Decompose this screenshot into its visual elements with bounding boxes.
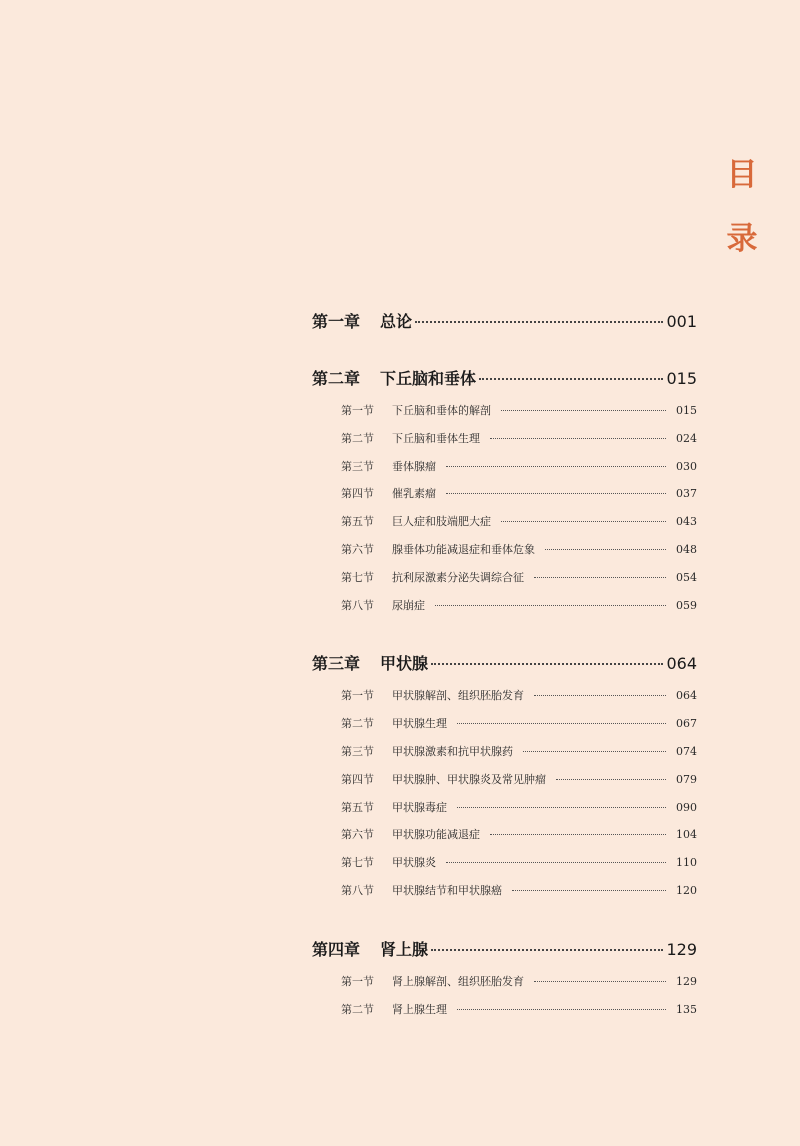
section-page-number: 024 (676, 431, 697, 445)
dot-leader (446, 492, 666, 494)
section-entry[interactable] (341, 1001, 697, 1029)
section-number: 第六节 (341, 542, 374, 556)
section-number: 第四节 (341, 772, 374, 786)
toc-title-char-2: 录 (726, 221, 758, 257)
section-title: 腺垂体功能减退症和垂体危象 (392, 542, 535, 556)
section-number: 第一节 (341, 404, 374, 417)
section-list (341, 973, 697, 1029)
section-entry[interactable] (341, 458, 697, 486)
section-title: 甲状腺肿、甲状腺炎及常见肿瘤 (392, 772, 546, 786)
chapter-entry[interactable] (312, 309, 697, 339)
section-number: 第五节 (341, 800, 374, 814)
dot-leader (479, 377, 663, 380)
chapter-number: 第三章 (312, 654, 361, 674)
section-entry[interactable] (341, 430, 697, 458)
section-title: 甲状腺激素和抗甲状腺药 (392, 744, 513, 758)
section-title: 垂体腺瘤 (392, 459, 436, 473)
section-page-number: 015 (676, 404, 697, 417)
dot-leader (457, 722, 666, 724)
chapter-spacer (312, 624, 697, 651)
section-entry[interactable] (341, 743, 697, 771)
section-page-number: 048 (676, 542, 697, 556)
section-title: 催乳素瘤 (392, 487, 436, 501)
section-title: 甲状腺功能减退症 (392, 828, 480, 842)
chapter-number: 第一章 (312, 312, 361, 331)
chapter-title: 肾上腺 (380, 939, 429, 959)
chapter-entry[interactable] (312, 651, 697, 681)
dot-leader (457, 1008, 666, 1010)
chapter-entry[interactable] (312, 366, 697, 396)
chapter-page-number: 064 (666, 654, 697, 674)
section-title: 下丘脑和垂体生理 (392, 431, 480, 445)
section-entry[interactable] (341, 402, 697, 430)
section-entry[interactable] (341, 715, 697, 743)
section-number: 第三节 (341, 459, 374, 473)
dot-leader (435, 604, 666, 606)
dot-leader (415, 320, 663, 323)
section-entry[interactable] (341, 513, 697, 541)
chapter-spacer (312, 910, 697, 937)
section-number: 第七节 (341, 570, 374, 584)
dot-leader (545, 548, 666, 550)
dot-leader (501, 409, 666, 411)
section-page-number: 090 (676, 800, 697, 814)
dot-leader (431, 948, 663, 951)
dot-leader (446, 465, 666, 467)
section-number: 第八节 (341, 598, 374, 612)
section-title: 尿崩症 (392, 598, 425, 612)
section-entry[interactable] (341, 854, 697, 882)
toc-title-char-1: 目 (726, 157, 758, 193)
section-title: 甲状腺生理 (392, 717, 447, 731)
toc-title (722, 143, 762, 271)
section-entry[interactable] (341, 541, 697, 569)
section-page-number: 135 (676, 1002, 697, 1016)
chapter-page-number: 001 (666, 312, 697, 331)
section-page-number: 030 (676, 459, 697, 473)
section-entry[interactable] (341, 973, 697, 1001)
section-number: 第二节 (341, 1002, 374, 1016)
section-number: 第八节 (341, 883, 374, 897)
section-entry[interactable] (341, 485, 697, 513)
section-page-number: 120 (676, 883, 697, 897)
section-number: 第三节 (341, 744, 374, 758)
dot-leader (556, 778, 666, 780)
section-entry[interactable] (341, 771, 697, 799)
section-page-number: 104 (676, 828, 697, 842)
section-page-number: 059 (676, 598, 697, 612)
section-number: 第二节 (341, 431, 374, 445)
section-number: 第五节 (341, 515, 374, 529)
dot-leader (534, 980, 666, 982)
chapter-title: 总论 (380, 312, 413, 331)
table-of-contents (312, 309, 697, 1028)
dot-leader (490, 833, 666, 835)
section-page-number: 037 (676, 487, 697, 501)
section-title: 甲状腺解剖、组织胚胎发育 (392, 689, 524, 703)
dot-leader (512, 889, 666, 891)
section-list (341, 687, 697, 909)
section-page-number: 129 (676, 974, 697, 988)
dot-leader (490, 437, 666, 439)
section-title: 甲状腺毒症 (392, 800, 447, 814)
chapter-page-number: 129 (666, 939, 697, 959)
section-title: 肾上腺生理 (392, 1002, 447, 1016)
section-number: 第一节 (341, 974, 374, 988)
section-list (341, 402, 697, 624)
chapter-number: 第二章 (312, 369, 361, 388)
chapter-spacer (312, 339, 697, 366)
chapter-title: 甲状腺 (380, 654, 429, 674)
section-page-number: 067 (676, 717, 697, 731)
section-entry[interactable] (341, 799, 697, 827)
dot-leader (446, 861, 666, 863)
dot-leader (534, 576, 666, 578)
dot-leader (523, 750, 666, 752)
section-page-number: 064 (676, 689, 697, 703)
section-number: 第一节 (341, 689, 374, 703)
section-entry[interactable] (341, 687, 697, 715)
section-page-number: 054 (676, 570, 697, 584)
section-title: 甲状腺炎 (392, 856, 436, 870)
chapter-number: 第四章 (312, 939, 361, 959)
section-entry[interactable] (341, 882, 697, 910)
section-title: 巨人症和肢端肥大症 (392, 515, 491, 529)
section-number: 第二节 (341, 717, 374, 731)
chapter-page-number: 015 (666, 369, 697, 388)
section-page-number: 074 (676, 744, 697, 758)
section-page-number: 043 (676, 515, 697, 529)
dot-leader (534, 694, 666, 696)
dot-leader (457, 806, 666, 808)
section-number: 第六节 (341, 828, 374, 842)
section-title: 肾上腺解剖、组织胚胎发育 (392, 974, 524, 988)
section-title: 抗利尿激素分泌失调综合征 (392, 570, 524, 584)
dot-leader (501, 520, 666, 522)
chapter-title: 下丘脑和垂体 (380, 369, 477, 388)
section-page-number: 110 (676, 856, 697, 870)
section-entry[interactable] (341, 569, 697, 597)
chapter-entry[interactable] (312, 937, 697, 967)
section-entry[interactable] (341, 826, 697, 854)
section-title: 甲状腺结节和甲状腺癌 (392, 883, 502, 897)
section-entry[interactable] (341, 597, 697, 625)
section-page-number: 079 (676, 772, 697, 786)
section-number: 第七节 (341, 856, 374, 870)
dot-leader (431, 662, 663, 665)
section-number: 第四节 (341, 487, 374, 501)
section-title: 下丘脑和垂体的解剖 (392, 404, 491, 417)
